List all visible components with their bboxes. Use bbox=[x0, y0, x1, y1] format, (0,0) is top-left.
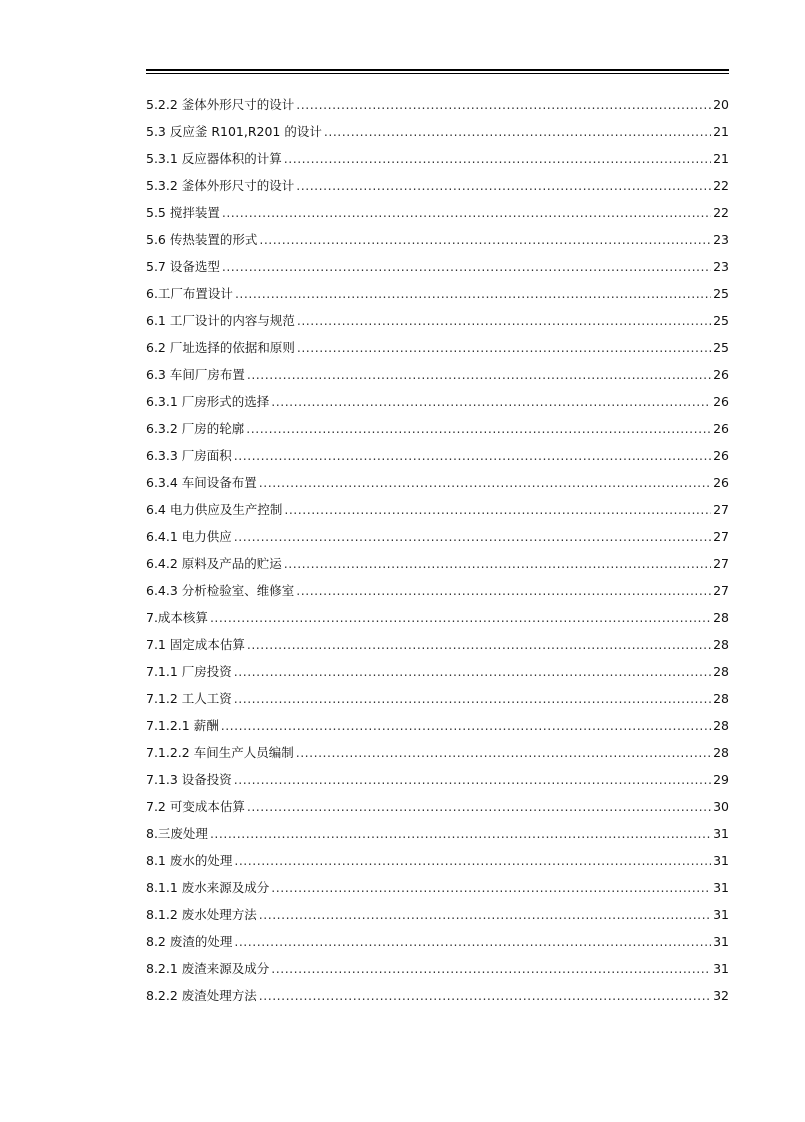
toc-entry-title: 7.1 固定成本估算 bbox=[146, 637, 245, 652]
toc-entry-page-number: 26 bbox=[713, 448, 729, 463]
toc-entry-title: 7.1.2 工人工资 bbox=[146, 691, 232, 706]
toc-entry-page-number: 28 bbox=[713, 718, 729, 733]
toc-entry-page-number: 22 bbox=[713, 178, 729, 193]
toc-entry-page-number: 31 bbox=[713, 826, 729, 841]
toc-dot-leader bbox=[296, 91, 711, 118]
toc-entry[interactable] bbox=[146, 550, 729, 577]
toc-dot-leader bbox=[296, 577, 711, 604]
toc-entry-page-number: 28 bbox=[713, 745, 729, 760]
toc-entry-title: 6.工厂布置设计 bbox=[146, 286, 233, 301]
toc-dot-leader bbox=[234, 523, 711, 550]
toc-entry[interactable] bbox=[146, 145, 729, 172]
toc-entry-page-number: 32 bbox=[713, 988, 729, 1003]
toc-entry-title: 8.2 废渣的处理 bbox=[146, 934, 233, 949]
toc-entry-page-number: 27 bbox=[713, 556, 729, 571]
toc-dot-leader bbox=[234, 847, 711, 874]
toc-entry-title: 6.4 电力供应及生产控制 bbox=[146, 502, 283, 517]
toc-entry[interactable] bbox=[146, 307, 729, 334]
toc-dot-leader bbox=[222, 253, 711, 280]
toc-entry[interactable] bbox=[146, 388, 729, 415]
toc-dot-leader bbox=[259, 469, 711, 496]
toc-entry-title: 6.1 工厂设计的内容与规范 bbox=[146, 313, 295, 328]
toc-entry-title: 7.2 可变成本估算 bbox=[146, 799, 245, 814]
toc-entry[interactable] bbox=[146, 523, 729, 550]
toc-entry-page-number: 28 bbox=[713, 664, 729, 679]
toc-entry[interactable] bbox=[146, 604, 729, 631]
toc-dot-leader bbox=[259, 226, 711, 253]
toc-dot-leader bbox=[247, 631, 711, 658]
toc-entry-page-number: 31 bbox=[713, 934, 729, 949]
toc-dot-leader bbox=[234, 766, 711, 793]
toc-entry-page-number: 23 bbox=[713, 232, 729, 247]
toc-entry-page-number: 25 bbox=[713, 286, 729, 301]
toc-dot-leader bbox=[297, 334, 711, 361]
toc-entry-title: 7.成本核算 bbox=[146, 610, 208, 625]
toc-entry-title: 8.1 废水的处理 bbox=[146, 853, 233, 868]
toc-entry-title: 8.2.2 废渣处理方法 bbox=[146, 988, 257, 1003]
toc-dot-leader bbox=[234, 658, 711, 685]
toc-entry-page-number: 27 bbox=[713, 502, 729, 517]
toc-entry[interactable] bbox=[146, 415, 729, 442]
toc-entry[interactable] bbox=[146, 955, 729, 982]
toc-dot-leader bbox=[271, 955, 711, 982]
toc-entry-title: 5.3.2 釜体外形尺寸的设计 bbox=[146, 178, 295, 193]
toc-entry[interactable] bbox=[146, 118, 729, 145]
toc-entry-title: 7.1.1 厂房投资 bbox=[146, 664, 232, 679]
toc-entry[interactable] bbox=[146, 199, 729, 226]
toc-entry-page-number: 21 bbox=[713, 124, 729, 139]
toc-entry-title: 7.1.3 设备投资 bbox=[146, 772, 232, 787]
toc-entry-page-number: 30 bbox=[713, 799, 729, 814]
toc-dot-leader bbox=[297, 307, 711, 334]
toc-entry[interactable] bbox=[146, 739, 729, 766]
toc-entry-page-number: 26 bbox=[713, 367, 729, 382]
toc-entry[interactable] bbox=[146, 712, 729, 739]
toc-dot-leader bbox=[235, 280, 711, 307]
toc-dot-leader bbox=[284, 496, 711, 523]
toc-entry[interactable] bbox=[146, 874, 729, 901]
toc-entry-page-number: 31 bbox=[713, 961, 729, 976]
toc-dot-leader bbox=[271, 388, 711, 415]
toc-dot-leader bbox=[324, 118, 711, 145]
toc-entry[interactable] bbox=[146, 172, 729, 199]
toc-dot-leader bbox=[210, 820, 711, 847]
toc-entry-title: 6.2 厂址选择的依据和原则 bbox=[146, 340, 295, 355]
toc-entry-page-number: 31 bbox=[713, 907, 729, 922]
toc-entry[interactable] bbox=[146, 631, 729, 658]
toc-entry-page-number: 26 bbox=[713, 475, 729, 490]
toc-entry[interactable] bbox=[146, 577, 729, 604]
toc-entry-page-number: 26 bbox=[713, 394, 729, 409]
toc-entry-title: 6.3.4 车间设备布置 bbox=[146, 475, 257, 490]
toc-entry-title: 6.4.2 原料及产品的贮运 bbox=[146, 556, 282, 571]
toc-dot-leader bbox=[259, 982, 711, 1009]
toc-entry[interactable] bbox=[146, 820, 729, 847]
toc-entry-page-number: 28 bbox=[713, 691, 729, 706]
toc-entry-title: 6.4.3 分析检验室、维修室 bbox=[146, 583, 295, 598]
toc-entry-title: 7.1.2.1 薪酬 bbox=[146, 718, 219, 733]
toc-entry-title: 5.3 反应釜 R101,R201 的设计 bbox=[146, 124, 322, 139]
toc-entry-title: 5.5 搅拌装置 bbox=[146, 205, 220, 220]
toc-entry[interactable] bbox=[146, 91, 729, 118]
toc-entry-page-number: 31 bbox=[713, 880, 729, 895]
toc-dot-leader bbox=[246, 415, 711, 442]
toc-entry-page-number: 23 bbox=[713, 259, 729, 274]
toc-entry[interactable] bbox=[146, 658, 729, 685]
toc-entry-page-number: 27 bbox=[713, 529, 729, 544]
toc-entry[interactable] bbox=[146, 982, 729, 1009]
toc-entry[interactable] bbox=[146, 442, 729, 469]
toc-entry-page-number: 25 bbox=[713, 340, 729, 355]
toc-entry[interactable] bbox=[146, 928, 729, 955]
toc-entry-page-number: 27 bbox=[713, 583, 729, 598]
toc-dot-leader bbox=[271, 874, 711, 901]
toc-entry[interactable] bbox=[146, 793, 729, 820]
toc-entry[interactable] bbox=[146, 334, 729, 361]
toc-entry-title: 8.1.2 废水处理方法 bbox=[146, 907, 257, 922]
toc-dot-leader bbox=[247, 361, 711, 388]
toc-entry[interactable] bbox=[146, 280, 729, 307]
toc-dot-leader bbox=[284, 145, 711, 172]
toc-entry-page-number: 25 bbox=[713, 313, 729, 328]
toc-entry-title: 6.3 车间厂房布置 bbox=[146, 367, 245, 382]
toc-dot-leader bbox=[234, 442, 711, 469]
toc-entry-page-number: 26 bbox=[713, 421, 729, 436]
toc-dot-leader bbox=[284, 550, 711, 577]
toc-entry[interactable] bbox=[146, 901, 729, 928]
toc-entry[interactable] bbox=[146, 496, 729, 523]
toc-entry-title: 5.6 传热装置的形式 bbox=[146, 232, 258, 247]
toc-entry-page-number: 28 bbox=[713, 610, 729, 625]
toc-entry[interactable] bbox=[146, 685, 729, 712]
toc-entry-page-number: 31 bbox=[713, 853, 729, 868]
table-of-contents bbox=[146, 91, 729, 1009]
toc-entry[interactable] bbox=[146, 226, 729, 253]
toc-entry-title: 6.3.2 厂房的轮廓 bbox=[146, 421, 245, 436]
toc-entry[interactable] bbox=[146, 766, 729, 793]
toc-dot-leader bbox=[259, 901, 711, 928]
toc-dot-leader bbox=[296, 172, 711, 199]
header-rule-thick bbox=[146, 69, 729, 71]
toc-dot-leader bbox=[247, 793, 711, 820]
toc-entry-title: 5.7 设备选型 bbox=[146, 259, 220, 274]
toc-dot-leader bbox=[296, 739, 711, 766]
toc-entry-page-number: 21 bbox=[713, 151, 729, 166]
toc-dot-leader bbox=[234, 685, 711, 712]
toc-dot-leader bbox=[210, 604, 711, 631]
toc-entry[interactable] bbox=[146, 361, 729, 388]
toc-entry-title: 6.3.1 厂房形式的选择 bbox=[146, 394, 270, 409]
toc-dot-leader bbox=[222, 199, 711, 226]
toc-entry[interactable] bbox=[146, 847, 729, 874]
toc-entry-title: 8.三废处理 bbox=[146, 826, 208, 841]
toc-entry-page-number: 22 bbox=[713, 205, 729, 220]
toc-entry-title: 5.2.2 釜体外形尺寸的设计 bbox=[146, 97, 295, 112]
toc-entry-title: 8.2.1 废渣来源及成分 bbox=[146, 961, 270, 976]
toc-entry[interactable] bbox=[146, 253, 729, 280]
toc-entry-title: 5.3.1 反应器体积的计算 bbox=[146, 151, 282, 166]
toc-entry-title: 7.1.2.2 车间生产人员编制 bbox=[146, 745, 294, 760]
toc-entry-title: 8.1.1 废水来源及成分 bbox=[146, 880, 270, 895]
toc-dot-leader bbox=[234, 928, 711, 955]
header-rule-thin bbox=[146, 73, 729, 74]
toc-entry-title: 6.4.1 电力供应 bbox=[146, 529, 232, 544]
toc-entry-title: 6.3.3 厂房面积 bbox=[146, 448, 232, 463]
toc-dot-leader bbox=[221, 712, 711, 739]
toc-entry-page-number: 28 bbox=[713, 637, 729, 652]
toc-entry-page-number: 29 bbox=[713, 772, 729, 787]
toc-entry[interactable] bbox=[146, 469, 729, 496]
toc-entry-page-number: 20 bbox=[713, 97, 729, 112]
